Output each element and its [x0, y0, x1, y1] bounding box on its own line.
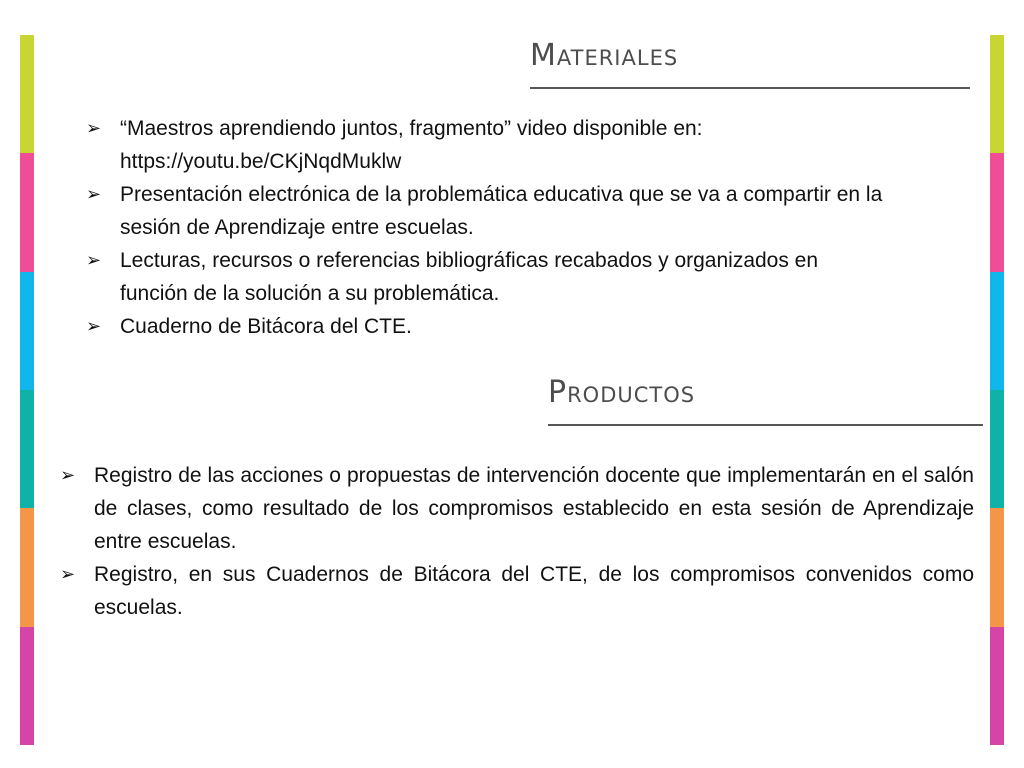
productos-underline: [548, 424, 983, 426]
productos-heading: Productos: [548, 375, 696, 410]
list-item: [60, 459, 974, 558]
productos-list: [60, 459, 974, 624]
materiales-item-text: Lecturas, recursos o referencias bibliográficas recabados y organizados en función de la solución a su problemática.: [120, 249, 819, 305]
stripe-segment: [20, 508, 34, 626]
materiales-item-text: Presentación electrónica de la problemática educativa que se va a compartir en la sesión de Aprendizaje entre escuelas.: [120, 183, 883, 239]
arrow-bullet-icon: ➢: [60, 465, 76, 485]
stripe-segment: [990, 153, 1004, 271]
stripe-segment: [990, 508, 1004, 626]
arrow-bullet-icon: ➢: [86, 250, 102, 270]
right-color-stripe: [990, 35, 1004, 745]
materiales-item-text: “Maestros aprendiendo juntos, fragmento” video disponible en: https://youtu.be/CKjNqdMuklw: [120, 117, 703, 173]
stripe-segment: [20, 35, 34, 153]
stripe-segment: [990, 35, 1004, 153]
stripe-segment: [20, 272, 34, 390]
materiales-item-text: Cuaderno de Bitácora del CTE.: [120, 315, 412, 338]
list-item: [86, 310, 886, 343]
arrow-bullet-icon: ➢: [86, 184, 102, 204]
list-item: [86, 112, 886, 178]
stripe-segment: [20, 627, 34, 745]
arrow-bullet-icon: ➢: [60, 564, 76, 584]
productos-item-text: Registro de las acciones o propuestas de intervención docente que implementarán en el salón de clases, como resultado de los compromisos establecido en esta sesión de Aprendizaje entre escuelas.: [94, 464, 974, 553]
stripe-segment: [20, 390, 34, 508]
arrow-bullet-icon: ➢: [86, 316, 102, 336]
arrow-bullet-icon: ➢: [86, 118, 102, 138]
materiales-list: [86, 112, 886, 343]
stripe-segment: [990, 390, 1004, 508]
stripe-segment: [990, 627, 1004, 745]
productos-item-text: Registro, en sus Cuadernos de Bitácora del CTE, de los compromisos convenidos como escuelas.: [94, 563, 974, 619]
list-item: [60, 558, 974, 624]
list-item: [86, 244, 886, 310]
left-color-stripe: [20, 35, 34, 745]
stripe-segment: [20, 153, 34, 271]
stripe-segment: [990, 272, 1004, 390]
list-item: [86, 178, 886, 244]
materiales-underline: [530, 87, 970, 89]
materiales-heading: Materiales: [530, 38, 679, 73]
